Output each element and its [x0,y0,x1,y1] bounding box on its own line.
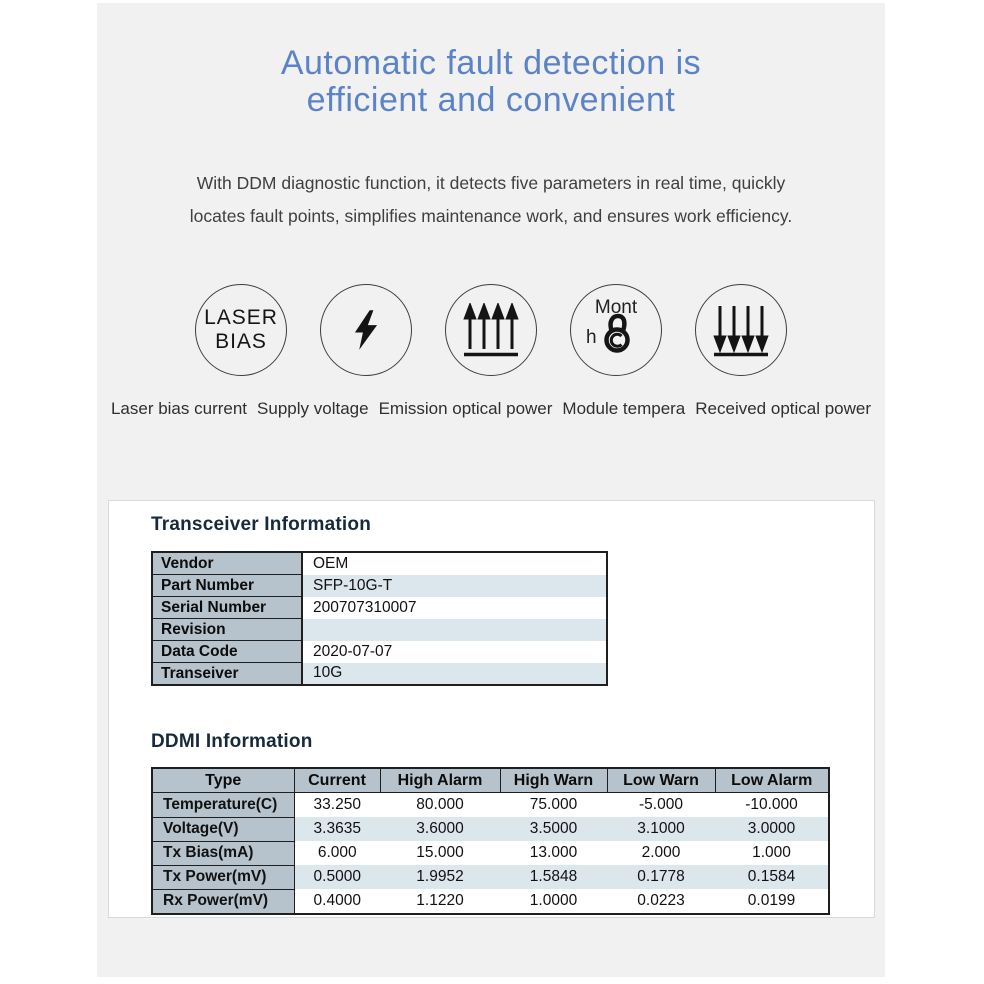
ddmi-info-heading: DDMI Information [151,731,313,752]
thermometer-icon-text-left: h [586,327,597,348]
laser-bias-badge-icon [195,284,287,376]
laser-bias-icon-line1: LASER [204,306,278,329]
ddmi-col-header: Current [294,768,380,793]
ddmi-cell: 3.1000 [607,817,715,841]
ddmi-cell: -10.000 [715,793,829,818]
feature-label-laser-bias: Laser bias current [110,399,248,418]
ddmi-col-header: Low Warn [607,768,715,793]
thermometer-bulb-icon [570,284,662,376]
ddmi-col-header: Low Alarm [715,768,829,793]
ddmi-row-type: Temperature(C) [152,793,294,818]
ddmi-cell: 80.000 [380,793,500,818]
page-title-line2: efficient and convenient [306,81,676,119]
ddmi-cell: 75.000 [500,793,607,818]
transceiver-row-label: Data Code [152,641,302,663]
arrows-up-icon [445,284,537,376]
table-row [152,889,829,914]
table-row [152,552,607,575]
arrows-down-glyph [712,303,770,357]
ddmi-cell: 1.5848 [500,865,607,889]
lightning-bolt-icon [320,284,412,376]
table-row [152,865,829,889]
page-title [97,45,885,119]
transceiver-row-label: Part Number [152,575,302,597]
transceiver-row-value: 2020-07-07 [302,641,607,663]
ddmi-cell: 0.0223 [607,889,715,914]
ddmi-col-header: High Alarm [380,768,500,793]
transceiver-info-table [151,551,608,686]
ddmi-cell: 0.4000 [294,889,380,914]
transceiver-row-label: Vendor [152,552,302,575]
table-row [152,841,829,865]
ddmi-cell: 1.9952 [380,865,500,889]
table-row [152,641,607,663]
description-line1: With DDM diagnostic function, it detects five parameters in real time, quickly [196,173,786,193]
ddmi-row-type: Voltage(V) [152,817,294,841]
ddmi-cell: 2.000 [607,841,715,865]
laser-bias-icon-line2: BIAS [215,330,267,353]
ddmi-cell: 1.1220 [380,889,500,914]
lightning-bolt-glyph [350,307,382,353]
transceiver-row-value [302,619,607,641]
thermometer-icon-text-top: Mont [594,297,638,318]
thermometer-bulb-glyph [598,313,636,355]
ddmi-cell: 0.1778 [607,865,715,889]
ddmi-cell: 1.000 [715,841,829,865]
ddmi-cell: 1.0000 [500,889,607,914]
transceiver-row-value: 200707310007 [302,597,607,619]
feature-label-emission-power: Emission optical power [378,399,553,418]
content-panel [97,3,885,977]
table-row [152,575,607,597]
transceiver-info-heading: Transceiver Information [151,514,372,535]
arrows-up-glyph [462,303,520,357]
ddmi-cell: 0.5000 [294,865,380,889]
ddmi-row-type: Tx Power(mV) [152,865,294,889]
ddmi-cell: 3.5000 [500,817,607,841]
info-card [108,500,875,918]
ddmi-cell: 3.6000 [380,817,500,841]
ddmi-cell: 6.000 [294,841,380,865]
table-row [152,663,607,686]
arrows-down-icon [695,284,787,376]
ddmi-row-type: Rx Power(mV) [152,889,294,914]
ddmi-cell: 33.250 [294,793,380,818]
ddmi-cell: 13.000 [500,841,607,865]
feature-label-received-power: Received optical power [695,399,872,418]
ddmi-cell: 0.1584 [715,865,829,889]
feature-icons-row [97,284,885,376]
transceiver-row-value: SFP-10G-T [302,575,607,597]
transceiver-row-label: Revision [152,619,302,641]
ddmi-col-header: High Warn [500,768,607,793]
feature-label-module-temperature: Module tempera [562,399,686,418]
table-header-row [152,768,829,793]
table-row [152,817,829,841]
transceiver-row-value: OEM [302,552,607,575]
ddmi-cell: 0.0199 [715,889,829,914]
ddmi-row-type: Tx Bias(mA) [152,841,294,865]
ddmi-cell: 15.000 [380,841,500,865]
ddmi-cell: 3.3635 [294,817,380,841]
laser-bias-icon-text [204,306,278,354]
feature-labels-row [97,399,885,419]
table-row [152,793,829,818]
table-row [152,597,607,619]
transceiver-row-value: 10G [302,663,607,686]
description-text [97,167,885,233]
transceiver-row-label: Transeiver [152,663,302,686]
ddmi-col-header: Type [152,768,294,793]
table-row [152,619,607,641]
description-line2: locates fault points, simplifies maintenance work, and ensures work efficiency. [189,206,793,226]
feature-label-supply-voltage: Supply voltage [257,399,369,418]
transceiver-row-label: Serial Number [152,597,302,619]
ddmi-cell: 3.0000 [715,817,829,841]
page-title-line1: Automatic fault detection is [280,44,702,82]
ddmi-info-table [151,767,830,915]
ddmi-cell: -5.000 [607,793,715,818]
